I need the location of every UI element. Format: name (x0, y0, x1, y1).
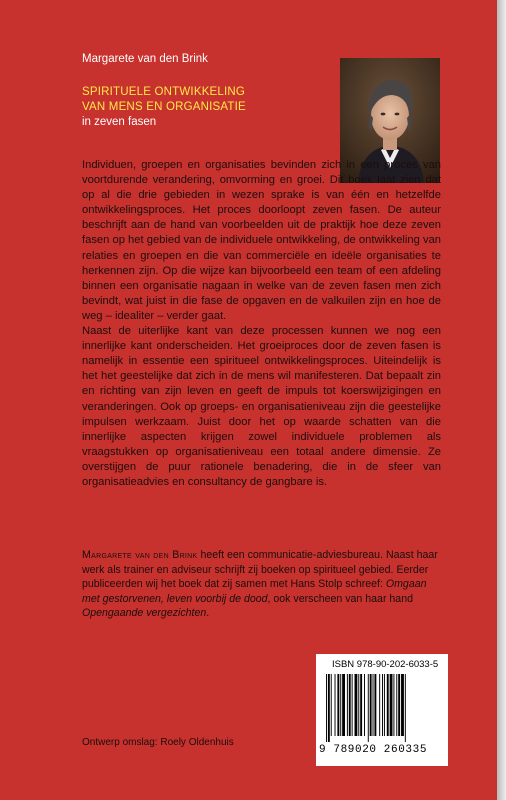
bio-text: heeft een communicatie-adviesbureau. Naast haar werk als trainer en adviseur schrijft zij boeken op spiritueel gebied. Eerder publiceerden wij het boek dat zij samen met Hans Stolp schreef: (82, 549, 438, 591)
title-line: SPIRITUELE ONTWIKKELING (82, 86, 246, 98)
blurb-text (82, 158, 441, 490)
book-title (82, 85, 246, 115)
page-edge (497, 0, 506, 800)
bio-author-name: Margarete van den Brink (82, 549, 198, 561)
book-subtitle: in zeven fasen (82, 116, 157, 128)
blurb-paragraph: Naast de uiterlijke kant van deze processen kunnen we nog een innerlijke kant onderscheiden. Het groeiproces door de zeven fasen is namelijk in essentie een spiritueel ontwikkelingsproces. Uiteindelijk is het het geestelijke dat zich in de mens wil manifesteren. Dat bepaalt zin en richting van zijn leven en geeft de impuls tot koerswijzigingen en veranderingen. Ook op groeps- en organisatieniveau zijn die geestelijke impulsen werkzaam. Juist door het op waarde schatten van die innerlijke aspecten krijgen zowel individuele problemen als vraagstukken op organisatieniveau een totaal andere dimensie. Ze overstijgen de puur rationele benadering, die in de sfeer van organisatieadvies en consultancy de gangbare is. (82, 325, 441, 488)
bio-paragraph (82, 548, 441, 621)
isbn-label: ISBN 978-90-202-6033-5 (332, 659, 439, 670)
bio-text: . (206, 607, 210, 620)
bio-text: , ook verscheen van haar hand (267, 592, 413, 605)
barcode-number: 9 789020 260335 (319, 744, 428, 756)
cover-design-credit: Ontwerp omslag: Roely Oldenhuis (82, 737, 234, 748)
bio-book-title: Omgaan met gestorvenen, leven voorbij de dood (82, 578, 427, 605)
isbn-barcode (316, 654, 448, 766)
blurb-paragraph: Individuen, groepen en organisaties bevinden zich in een proces van voortdurende verandering, omvorming en groei. Dit boek laat zien dat op al die drie gebieden in wezen sprake is van één en hetzelfde ontwikkelingsproces. Het proces doorloopt zeven fasen. De auteur beschrijft aan de hand van voorbeelden uit de praktijk hoe deze zeven fasen op het gebied van de individuele ontwikkeling, de ontwikkeling van relaties en groepen en die van commerciële en ideële organisaties te herkennen zijn. Op die wijze kan bijvoorbeeld een team of een afdeling binnen een organisatie nagaan in welke van de zeven fasen men zich bevindt, wat juist in die fase de opgaven en de valkuilen zijn en hoe de weg – idealiter – verder gaat. (82, 159, 441, 322)
author-name: Margarete van den Brink (82, 53, 208, 65)
bio-book-title: Opengaande vergezichten (82, 607, 207, 620)
title-line: VAN MENS EN ORGANISATIE (82, 101, 246, 113)
barcode-bars (324, 674, 440, 742)
author-bio (82, 548, 441, 621)
